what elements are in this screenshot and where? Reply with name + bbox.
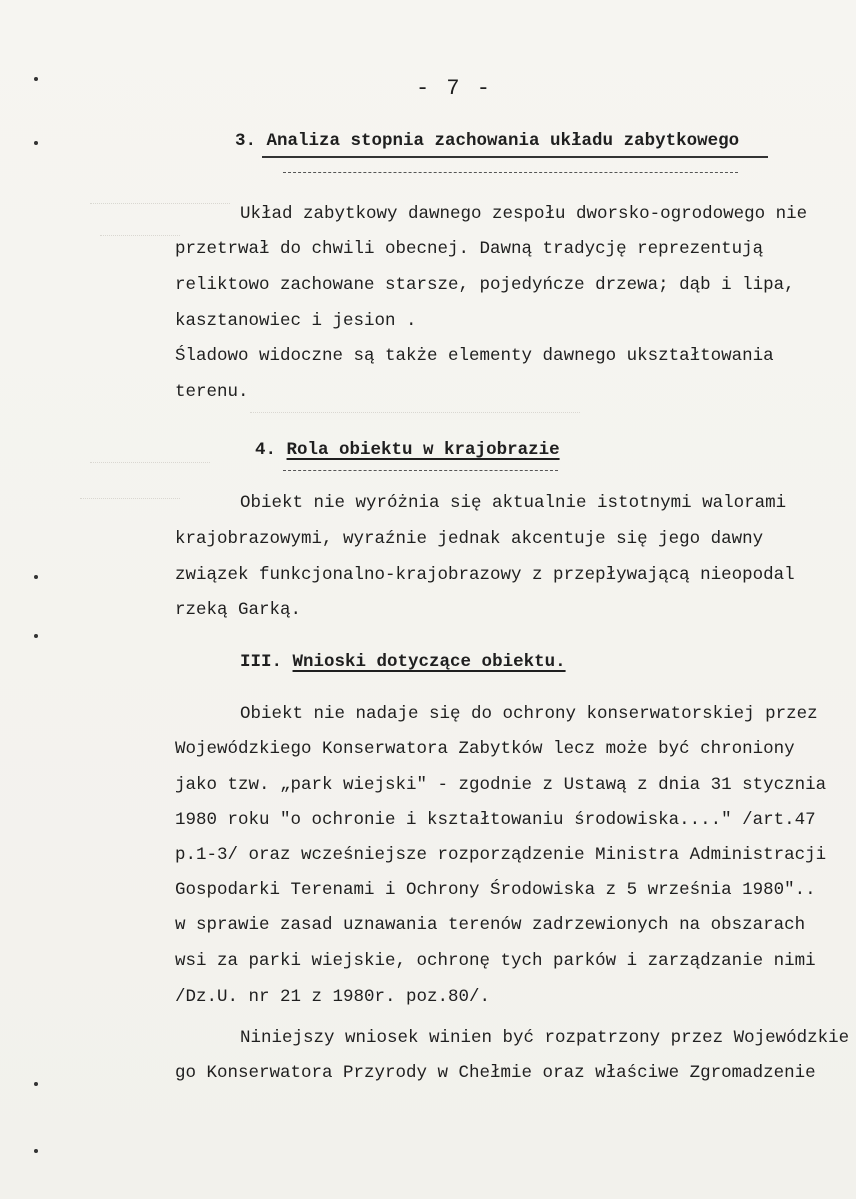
margin-dot: [34, 1082, 38, 1086]
section-3-line: kasztanowiec i jesion .: [175, 311, 417, 331]
section-3-line: przetrwał do chwili obecnej. Dawną tradycję reprezentują: [175, 239, 764, 259]
section-3-line: terenu.: [175, 382, 249, 402]
margin-dot: [34, 575, 38, 579]
section-iii-line: jako tzw. „park wiejski" - zgodnie z Ustawą z dnia 31 stycznia: [175, 775, 827, 795]
section-iii-line: Obiekt nie nadaje się do ochrony konserwatorskiej przez: [240, 704, 818, 724]
show-through-mark: [90, 203, 230, 204]
section-4-heading: [255, 440, 560, 460]
show-through-mark: [250, 412, 580, 413]
section-iii-heading: [240, 652, 566, 672]
section-iii-line: wsi za parki wiejskie, ochronę tych parków i zarządzanie nimi: [175, 951, 816, 971]
section-3-heading-text: 3. Analiza stopnia zachowania układu zabytkowego: [235, 131, 740, 151]
section-iii-line: Gospodarki Terenami i Ochrony Środowiska z 5 września 1980"..: [175, 880, 816, 900]
section-4-line: Obiekt nie wyróżnia się aktualnie istotnymi walorami: [240, 493, 787, 513]
section-3-line: Śladowo widoczne są także elementy dawnego ukształtowania: [175, 346, 774, 366]
section-iii-line: w sprawie zasad uznawania terenów zadrzewionych na obszarach: [175, 915, 806, 935]
show-through-mark: [100, 235, 180, 236]
section-4-heading-number: 4.: [255, 440, 277, 460]
section-iii-line: go Konserwatora Przyrody w Chełmie oraz właściwe Zgromadzenie: [175, 1063, 816, 1083]
section-iii-line: Wojewódzkiego Konserwatora Zabytków lecz może być chroniony: [175, 739, 795, 759]
section-iii-heading-text: Wnioski dotyczące obiektu.: [292, 652, 566, 672]
section-iii-line: p.1-3/ oraz wcześniejsze rozporządzenie Ministra Administracji: [175, 845, 827, 865]
section-3-dash-rule: [283, 172, 738, 173]
show-through-mark: [90, 462, 210, 463]
margin-dot: [34, 634, 38, 638]
section-3-heading-underline: [262, 156, 768, 158]
section-3-line: Układ zabytkowy dawnego zespołu dworsko-ogrodowego nie: [240, 204, 808, 224]
show-through-mark: [80, 498, 180, 499]
section-4-dash-rule: [283, 470, 558, 471]
section-iii-line: 1980 roku "o ochronie i kształtowaniu środowiska...." /art.47: [175, 810, 816, 830]
margin-dot: [34, 1149, 38, 1153]
section-iii-line: /Dz.U. nr 21 z 1980r. poz.80/.: [175, 987, 491, 1007]
section-4-heading-text: Rola obiektu w krajobrazie: [286, 440, 560, 460]
margin-dot: [34, 141, 38, 145]
section-3-line: reliktowo zachowane starsze, pojedyńcze drzewa; dąb i lipa,: [175, 275, 795, 295]
section-4-line: rzeką Garką.: [175, 600, 302, 620]
section-iii-line: Niniejszy wniosek winien być rozpatrzony przez Wojewódzkie: [240, 1028, 850, 1048]
section-3-heading: [235, 131, 739, 151]
page-number: - 7 -: [415, 76, 492, 101]
section-4-line: związek funkcjonalno-krajobrazowy z przepływającą nieopodal: [175, 565, 795, 585]
section-4-line: krajobrazowymi, wyraźnie jednak akcentuje się jego dawny: [175, 529, 764, 549]
section-iii-heading-number: III.: [240, 652, 283, 672]
